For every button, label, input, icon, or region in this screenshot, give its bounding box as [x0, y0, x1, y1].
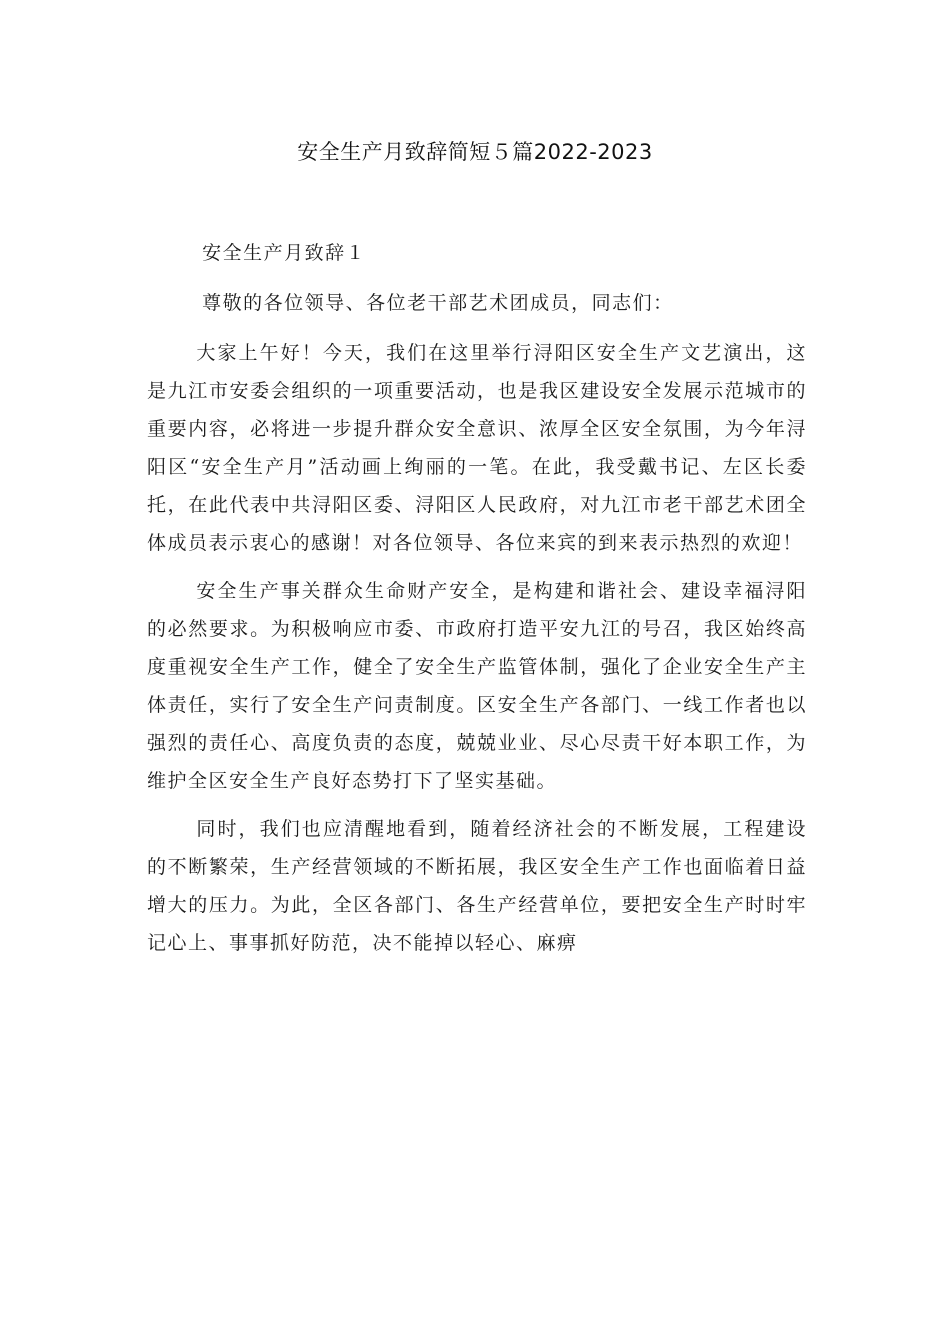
document-body — [147, 234, 807, 972]
section-heading: 安全生产月致辞１ — [202, 242, 367, 264]
paragraph-1: 大家上午好！今天，我们在这里举行浔阳区安全生产文艺演出，这是九江市安委会组织的一项重要活动，也是我区建设安全发展示范城市的重要内容，必将进一步提升群众安全意识、浓厚全区安全氛围，为今年浔阳区“安全生产月”活动画上绚丽的一笔。在此，我受戴书记、左区长委托，在此代表中共浔阳区委、浔阳区人民政府，对九江市老干部艺术团全体成员表示衷心的感谢！对各位领导、各位来宾的到来表示热烈的欢迎！ — [147, 342, 807, 554]
salutation: 尊敬的各位领导、各位老干部艺术团成员，同志们： — [202, 292, 674, 314]
document-title: 安全生产月致辞简短５篇2022-2023 — [297, 140, 653, 164]
paragraph-3: 同时，我们也应清醒地看到，随着经济社会的不断发展，工程建设的不断繁荣，生产经营领域的不断拓展，我区安全生产工作也面临着日益增大的压力。为此，全区各部门、各生产经营单位，要把安全生产时时牢记心上、事事抓好防范，决不能掉以轻心、麻痹 — [147, 818, 807, 954]
paragraph-2: 安全生产事关群众生命财产安全，是构建和谐社会、建设幸福浔阳的必然要求。为积极响应市委、市政府打造平安九江的号召，我区始终高度重视安全生产工作，健全了安全生产监管体制，强化了企业安全生产主体责任，实行了安全生产问责制度。区安全生产各部门、一线工作者也以强烈的责任心、高度负责的态度，兢兢业业、尽心尽责干好本职工作，为维护全区安全生产良好态势打下了坚实基础。 — [147, 580, 807, 792]
